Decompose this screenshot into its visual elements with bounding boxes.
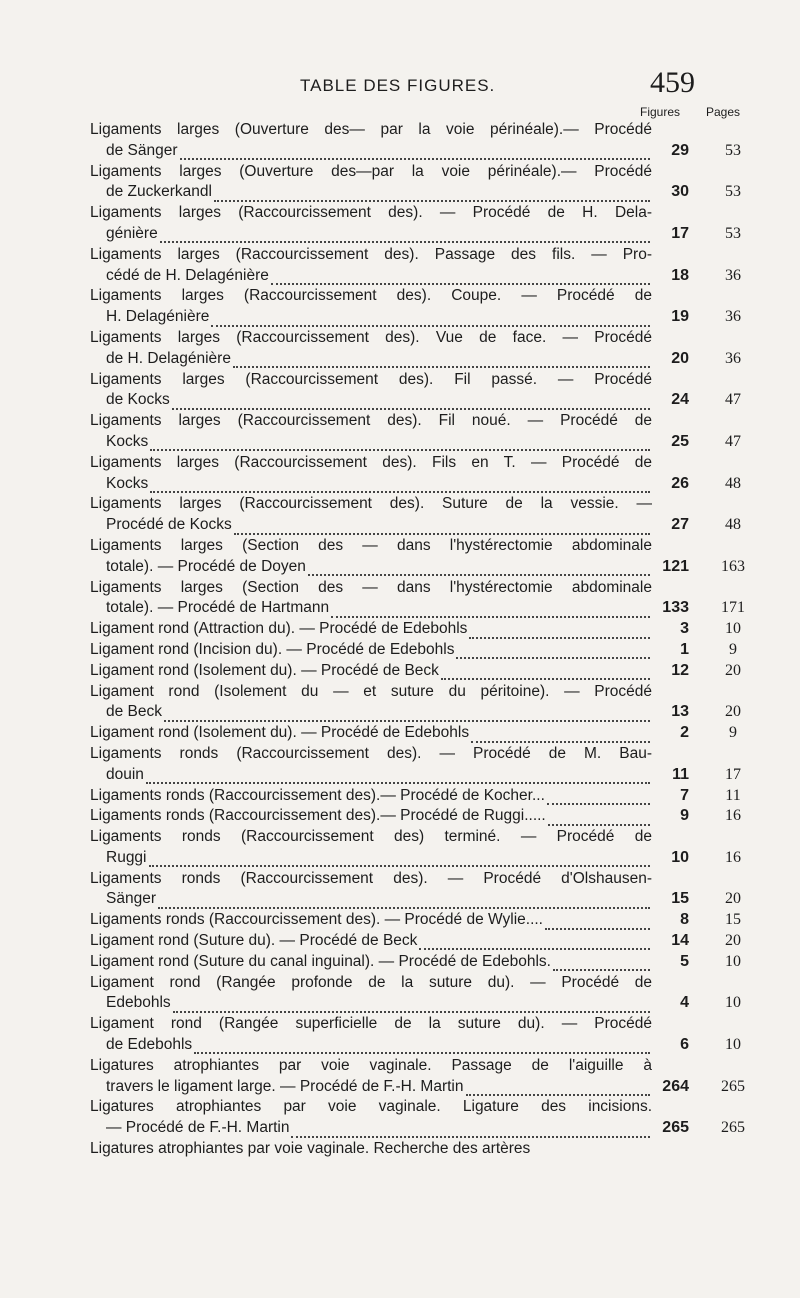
entry-text: H. Delagénière: [106, 308, 210, 326]
figure-number: 6: [680, 1036, 689, 1054]
entry-line: [0, 931, 652, 952]
entry-text: Ligaments larges (Raccourcissement des). Coupe. — Procédé de: [90, 287, 652, 305]
entry-text: Ligaments larges (Section des — dans l'hystérectomie abdominale: [90, 536, 652, 554]
page-reference: 53: [725, 224, 741, 242]
entry-text: Kocks: [106, 432, 149, 450]
entry-text: Ligaments ronds (Raccourcissement des). — Procédé de Wylie....: [90, 911, 543, 929]
page-reference: 47: [725, 432, 741, 450]
entry-line: [0, 1014, 652, 1035]
figure-number: 20: [671, 349, 689, 367]
leader-dots: [466, 1082, 651, 1096]
page-number: 459: [650, 66, 695, 99]
entry-line: [0, 453, 652, 474]
pages-column-header: Pages: [705, 105, 740, 119]
leader-dots: [308, 562, 650, 576]
entry-text: Ligaments larges (Raccourcissement des). Passage des fils. — Pro-: [90, 245, 652, 263]
entry-text: Procédé de Kocks: [106, 516, 232, 534]
figure-number: 5: [680, 952, 689, 970]
entry-text: Ligaments larges (Ouverture des—par la voie périnéale).— Procédé: [90, 162, 652, 180]
entry-text: Ligament rond (Attraction du). — Procédé de Edebohls: [90, 620, 468, 638]
page-reference: 17: [725, 765, 741, 783]
leader-dots: [233, 354, 650, 368]
index-entry: [0, 806, 800, 827]
entry-text: Ligament rond (Isolement du). — Procédé de Beck: [90, 661, 439, 679]
index-entry: [0, 245, 800, 287]
entry-line: [0, 411, 652, 432]
entry-line: [0, 307, 652, 328]
entry-line: [0, 744, 652, 765]
entry-text: de Edebohls: [106, 1036, 193, 1054]
entry-line: [0, 1077, 652, 1098]
index-entry: [0, 578, 800, 620]
index-entry: [0, 120, 800, 162]
index-entry: [0, 827, 800, 869]
entry-line: [0, 557, 652, 578]
leader-dots: [234, 521, 650, 535]
figure-number: 264: [662, 1077, 689, 1095]
index-entry: [0, 1139, 800, 1160]
figure-number: 27: [671, 516, 689, 534]
index-entry: [0, 640, 800, 661]
figure-number: 30: [671, 183, 689, 201]
page-reference: 47: [725, 391, 741, 409]
leader-dots: [150, 479, 650, 493]
page-reference: 36: [725, 349, 741, 367]
entry-line: [0, 598, 652, 619]
entry-text: Ligaments larges (Raccourcissement des). Suture de la vessie. —: [90, 495, 652, 513]
page-reference: 16: [725, 848, 741, 866]
entry-text: Ligatures atrophiantes par voie vaginale. Ligature des incisions.: [90, 1098, 652, 1116]
figure-number: 19: [671, 308, 689, 326]
leader-dots: [441, 666, 650, 680]
figure-number: 9: [680, 807, 689, 825]
entry-line: [0, 141, 652, 162]
running-title: TABLE DES FIGURES.: [300, 76, 496, 95]
leader-dots: [160, 229, 650, 243]
entry-text: Ligament rond (Isolement du). — Procédé de Edebohls: [90, 724, 470, 742]
entry-line: [0, 723, 652, 744]
entry-line: [0, 432, 652, 453]
page-reference: 20: [725, 661, 741, 679]
entry-line: [0, 515, 652, 536]
entry-text: Ligaments ronds (Raccourcissement des).— Procédé de Ruggi.....: [90, 807, 546, 825]
index-entry: [0, 536, 800, 578]
index-entry: [0, 619, 800, 640]
entry-line: [0, 266, 652, 287]
entry-line: [0, 224, 652, 245]
entry-text: — Procédé de F.-H. Martin: [106, 1119, 290, 1137]
entry-line: [0, 910, 652, 931]
figure-number: 18: [671, 266, 689, 284]
entry-text: de Zuckerkandl: [106, 183, 212, 201]
page-reference: 10: [725, 1036, 741, 1054]
index-entry: [0, 370, 800, 412]
entry-line: [0, 973, 652, 994]
leader-dots: [214, 188, 650, 202]
figure-number: 7: [680, 786, 689, 804]
entry-text: Ligament rond (Rangée superficielle de la suture du). — Procédé: [90, 1015, 652, 1033]
leader-dots: [146, 770, 650, 784]
leader-dots: [331, 604, 650, 618]
index-entry: [0, 328, 800, 370]
index-entries: [0, 120, 800, 1160]
entry-line: [0, 806, 652, 827]
leader-dots: [271, 271, 650, 285]
index-entry: [0, 494, 800, 536]
leader-dots: [158, 895, 650, 909]
figure-number: 24: [671, 391, 689, 409]
page-reference: 48: [725, 516, 741, 534]
entry-text: de Beck: [106, 703, 163, 721]
entry-line: [0, 827, 652, 848]
figure-number: 17: [671, 224, 689, 242]
entry-text: génière: [106, 224, 158, 242]
entry-line: [0, 494, 652, 515]
entry-line: [0, 328, 652, 349]
leader-dots: [419, 936, 650, 950]
figure-number: 10: [671, 848, 689, 866]
entry-text: Ligament rond (Isolement du — et suture du péritoine). — Procédé: [90, 682, 652, 700]
entry-line: [0, 203, 652, 224]
index-entry: [0, 286, 800, 328]
entry-text: Ligament rond (Rangée profonde de la suture du). — Procédé de: [90, 973, 652, 991]
entry-text: Ligatures atrophiantes par voie vaginale. Passage de l'aiguille à: [90, 1056, 652, 1074]
index-entry: [0, 786, 800, 807]
page-reference: 20: [725, 703, 741, 721]
entry-line: [0, 1056, 652, 1077]
entry-line: [0, 578, 652, 599]
entry-line: [0, 661, 652, 682]
entry-line: [0, 162, 652, 183]
entry-text: travers le ligament large. — Procédé de F.-H. Martin: [106, 1077, 464, 1095]
figure-number: 265: [662, 1119, 689, 1137]
entry-line: [0, 702, 652, 723]
figure-number: 15: [671, 890, 689, 908]
page-reference: 16: [725, 807, 741, 825]
index-entry: [0, 1097, 800, 1139]
page-reference: 36: [725, 266, 741, 284]
entry-text: Ligaments larges (Raccourcissement des). — Procédé de H. Dela-: [90, 204, 652, 222]
figure-number: 8: [680, 911, 689, 929]
page-reference: 11: [725, 786, 741, 804]
entry-text: Ligaments larges (Raccourcissement des). Fils en T. — Procédé de: [90, 453, 652, 471]
figure-number: 3: [680, 620, 689, 638]
entry-text: Edebohls: [106, 994, 171, 1012]
entry-line: [0, 848, 652, 869]
figure-number: 121: [662, 557, 689, 575]
entry-text: totale). — Procédé de Hartmann: [106, 599, 330, 617]
index-entry: [0, 1014, 800, 1056]
page-reference: 163: [721, 557, 745, 575]
leader-dots: [173, 999, 650, 1013]
entry-line: [0, 1035, 652, 1056]
entry-line: [0, 889, 652, 910]
index-entry: [0, 1056, 800, 1098]
entry-line: [0, 245, 652, 266]
leader-dots: [471, 729, 650, 743]
entry-text: de H. Delagénière: [106, 349, 231, 367]
entry-text: totale). — Procédé de Doyen: [106, 557, 306, 575]
entry-text: Ligament rond (Incision du). — Procédé de Edebohls: [90, 640, 455, 658]
entry-line: [0, 536, 652, 557]
entry-text: Ligaments larges (Raccourcissement des). Fil noué. — Procédé de: [90, 412, 652, 430]
entry-text: Ligaments ronds (Raccourcissement des) terminé. — Procédé de: [90, 828, 652, 846]
figure-number: 1: [680, 640, 689, 658]
leader-dots: [194, 1040, 650, 1054]
index-entry: [0, 723, 800, 744]
page-reference: 20: [725, 932, 741, 950]
entry-text: Ruggi: [106, 848, 147, 866]
leader-dots: [150, 437, 650, 451]
leader-dots: [180, 146, 650, 160]
page-reference: 36: [725, 308, 741, 326]
index-entry: [0, 952, 800, 973]
page-reference: 9: [729, 724, 737, 742]
leader-dots: [164, 708, 650, 722]
index-entry: [0, 973, 800, 1015]
index-entry: [0, 162, 800, 204]
index-entry: [0, 203, 800, 245]
entry-line: [0, 765, 652, 786]
entry-line: [0, 474, 652, 495]
entry-text: Ligaments larges (Raccourcissement des). Vue de face. — Procédé: [90, 328, 652, 346]
page-reference: 10: [725, 994, 741, 1012]
entry-line: [0, 952, 652, 973]
page-reference: 10: [725, 952, 741, 970]
leader-dots: [172, 396, 650, 410]
entry-text: Ligament rond (Suture du). — Procédé de Beck: [90, 932, 418, 950]
entry-line: [0, 182, 652, 203]
column-headers: [640, 105, 740, 119]
entry-line: [0, 993, 652, 1014]
entry-text: Sänger: [106, 890, 156, 908]
entry-text: de Sänger: [106, 141, 178, 159]
figure-number: 11: [672, 765, 689, 783]
entry-line: [0, 619, 652, 640]
page-reference: 265: [721, 1119, 745, 1137]
entry-line: [0, 640, 652, 661]
entry-line: [0, 869, 652, 890]
figures-column-header: Figures: [640, 105, 681, 119]
entry-text: de Kocks: [106, 391, 170, 409]
entry-text: Kocks: [106, 474, 149, 492]
index-entry: [0, 869, 800, 911]
index-entry: [0, 744, 800, 786]
entry-text: Ligaments larges (Section des — dans l'hystérectomie abdominale: [90, 578, 652, 596]
entry-line: [0, 1097, 652, 1118]
page-reference: 53: [725, 183, 741, 201]
leader-dots: [291, 1124, 650, 1138]
figure-number: 133: [662, 599, 689, 617]
page-reference: 20: [725, 890, 741, 908]
entry-text: Ligatures atrophiantes par voie vaginale. Recherche des artères: [90, 1140, 531, 1158]
entry-text: douin: [106, 765, 144, 783]
entry-text: Ligaments ronds (Raccourcissement des).— Procédé de Kocher...: [90, 786, 545, 804]
page-reference: 48: [725, 474, 741, 492]
index-entry: [0, 931, 800, 952]
entry-line: [0, 1139, 652, 1160]
index-entry: [0, 682, 800, 724]
entry-text: Ligaments ronds (Raccourcissement des). — Procédé de M. Bau-: [90, 744, 652, 762]
page-reference: 265: [721, 1077, 745, 1095]
leader-dots: [211, 313, 650, 327]
page-reference: 53: [725, 141, 741, 159]
entry-text: Ligaments larges (Raccourcissement des). Fil passé. — Procédé: [90, 370, 652, 388]
entry-line: [0, 120, 652, 141]
figure-number: 2: [680, 724, 689, 742]
entry-text: Ligament rond (Suture du canal inguinal). — Procédé de Edebohls.: [90, 952, 551, 970]
entry-text: Ligaments ronds (Raccourcissement des). — Procédé d'Olshausen-: [90, 869, 652, 887]
entry-line: [0, 390, 652, 411]
page-reference: 9: [729, 640, 737, 658]
index-entry: [0, 453, 800, 495]
entry-line: [0, 349, 652, 370]
leader-dots: [469, 625, 650, 639]
leader-dots: [149, 853, 651, 867]
figure-number: 14: [671, 932, 689, 950]
entry-line: [0, 786, 652, 807]
entry-text: cédé de H. Delagénière: [106, 266, 269, 284]
page-reference: 171: [721, 599, 745, 617]
figure-number: 4: [680, 994, 689, 1012]
index-entry: [0, 411, 800, 453]
entry-line: [0, 1118, 652, 1139]
entry-line: [0, 286, 652, 307]
page-reference: 10: [725, 620, 741, 638]
leader-dots: [456, 645, 650, 659]
figure-number: 12: [671, 661, 689, 679]
figure-number: 25: [671, 432, 689, 450]
entry-line: [0, 682, 652, 703]
figure-number: 26: [671, 474, 689, 492]
entry-line: [0, 370, 652, 391]
page-reference: 15: [725, 911, 741, 929]
figure-number: 29: [671, 141, 689, 159]
page-header: [0, 62, 800, 102]
entry-text: Ligaments larges (Ouverture des— par la voie périnéale).— Procédé: [90, 121, 652, 138]
figure-number: 13: [671, 703, 689, 721]
index-entry: [0, 910, 800, 931]
index-entry: [0, 661, 800, 682]
